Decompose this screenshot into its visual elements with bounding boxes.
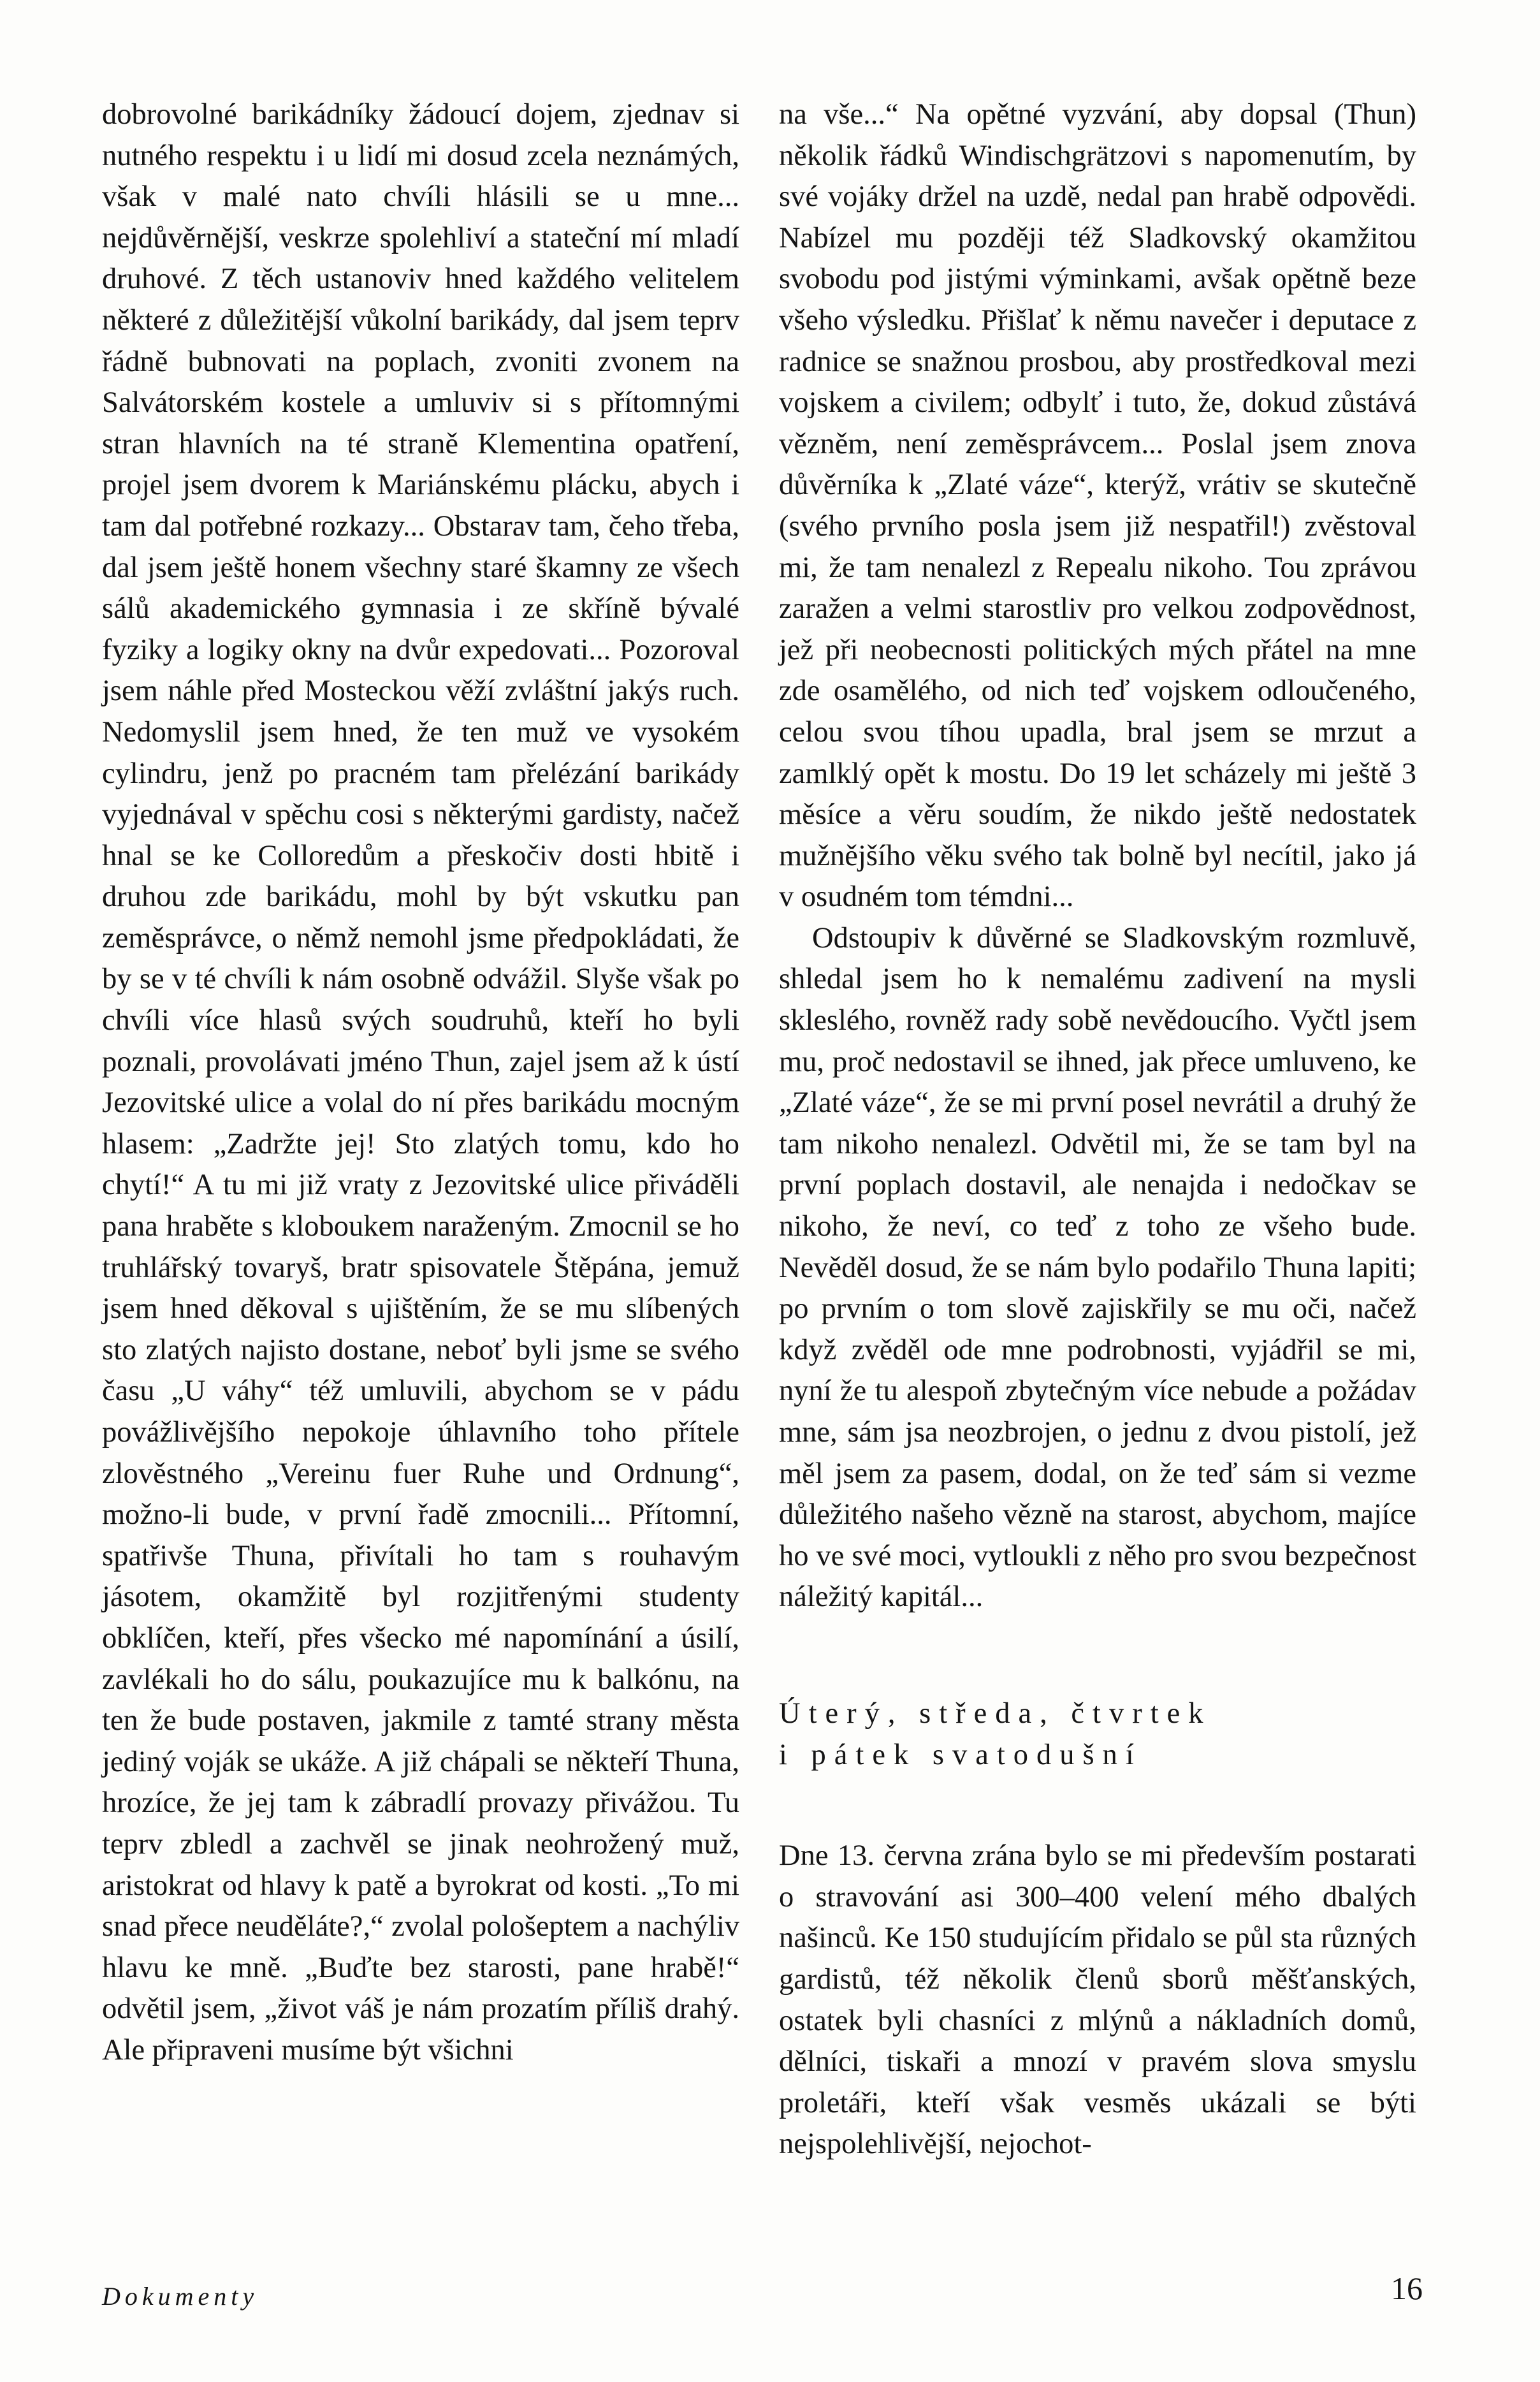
paragraph: na vše...“ Na opětné vyzvání, aby dopsal (Thun) několik řádků Windischgrätzovi s napomenutím, by své vojáky držel na uzdě, nedal pan hrabě odpovědi. Nabízel mu později též Sladkovský okamžitou svobodu pod jistými výminkami, avšak opětně beze všeho výsledku. Přišlať k němu navečer i deputace z radnice se snažnou prosbou, aby prostředkoval mezi vojskem a civilem; odbylť i tuto, že, dokud zůstává vězněm, není zeměsprávcem... Poslal jsem znova důvěrníka k „Zlaté váze“, kterýž, vrátiv se skutečně (svého prvního posla jsem již nespatřil!) zvěstoval mi, že tam nenalezl z Repealu nikoho. Tou zprávou zaražen a velmi starostliv pro velkou zodpovědnost, jež při neobecnosti politických mých přátel na mne zde osamělého, od nich teď vojskem odloučeného, celou svou tíhou upadla, bral jsem se mrzut a zamlklý opět k mostu. Do 19 let scházely mi ještě 3 měsíce a věru soudím, že nikdo ještě nedostatek mužnějšího věku svého tak bolně byl necítil, jako já v osudném tom témdni...: [779, 98, 1416, 914]
paragraph: dobrovolné barikádníky žádoucí dojem, zjednav si nutného respektu i u lidí mi dosud zcela neznámých, však v malé nato chvíli hlásili se u mne... nejdůvěrnější, veskrze spolehliví a stateční mí mladí druhové. Z těch ustanoviv hned každého velitelem některé z důležitější vůkolní barikády, dal jsem teprv řádně bubnovati na poplach, zvoniti zvonem na Salvátorském kostele a umluviv si s přítomnými stran hlavních na té straně Klementina opatření, projel jsem dvorem k Mariánskému plácku, abych i tam dal potřebné rozkazy... Obstarav tam, čeho třeba, dal jsem ještě honem všechny staré škamny ze všech sálů akademického gymnasia i ze skříně bývalé fyziky a logiky okny na dvůr expedovati... Pozoroval jsem náhle před Mosteckou věží zvláštní jakýs ruch. Nedomyslil jsem hned, že ten muž ve vysokém cylindru, jenž po pracném tam přelézání barikády vyjednával v spěchu cosi s některými gardisty, načež hnal se ke Colloredům a přeskočiv dosti hbitě i druhou zde barikádu, mohl by být vskutku pan zeměsprávce, o němž nemohl jsme předpokládati, že by se v té chvíli k nám osobně odvážil. Slyše však po chvíli více hlasů svých soudruhů, kteří ho byli poznali, provolávati jméno Thun, zajel jsem až k ústí Jezovitské ulice a volal do ní přes barikádu mocným hlasem: „Zadržte jej! Sto zlatých tomu, kdo ho chytí!“ A tu mi již vraty z Jezovitské ulice přiváděli pana hraběte s kloboukem naraženým. Zmocnil se ho truhlářský tovaryš, bratr spisovatele Štěpána, jemuž jsem hned děkoval s ujištěním, že se mu slíbených sto zlatých najisto dostane, neboť byli jsme se svého času „U váhy“ též umluvili, abychom se v pádu povážlivějšího nepokoje úhlavního toho přítele zlověstného „Vereinu fuer Ruhe und Ordnung“, možno-li bude, v první řadě zmocnili... Přítomní, spatřivše Thuna, přivítali ho tam s rouhavým jásotem, okamžitě byl rozjitřenými studenty obklíčen, kteří, přes všecko mé napomínání a úsilí, zavlékali ho do sálu, poukazujíce mu k balkónu, na ten že bude postaven, jakmile z tamté strany města jediný voják se ukáže. A již chápali se někteří Thuna, hrozíce, že jej tam k zábradlí provazy přivážou. Tu teprv zbledl a zachvěl se jinak neohrožený muž, aristokrat od hlavy k patě a byrokrat od kosti. „To mi snad přece neuděláte?,“ zvolal pološeptem a nachýliv hlavu ke mně. „Buďte bez starosti, pane hrabě!“ odvětil jsem, „život váš je nám prozatím příliš drahý. Ale připraveni musíme být všichni: [102, 98, 739, 2066]
section-heading-line: Úterý, středa, čtvrtek: [779, 1697, 1212, 1730]
right-column: [779, 94, 1416, 2165]
left-column: [102, 94, 739, 2071]
section-heading: [779, 1693, 1416, 1776]
paragraph: Dne 13. června zrána bylo se mi především postarati o stravování asi 300–400 velení mého dbalých našinců. Ke 150 studujícím přidalo se půl sta různých gardistů, též několik členů sborů měšťanských, ostatek byli chasníci z mlýnů a nákladních domů, dělníci, tiskaři a mnozí v pravém slova smyslu proletáři, kteří však vesměs ukázali se býti nejspolehlivější, nejochot-: [779, 1839, 1416, 2161]
running-footer: Dokumenty: [102, 2282, 259, 2311]
section-heading-line: i pátek svatodušní: [779, 1738, 1142, 1771]
paragraph: Odstoupiv k důvěrné se Sladkovským rozmluvě, shledal jsem ho k nemalému zadivení na mysli skleslého, rovněž rady sobě nevědoucího. Vyčtl jsem mu, proč nedostavil se ihned, jak přece umluveno, ke „Zlaté váze“, že se mi první posel nevrátil a druhý že tam nikoho nenalezl. Odvětil mi, že se tam byl na první poplach dostavil, ale nenajda i nedočkav se nikoho, že neví, co teď z toho ze všeho bude. Nevěděl dosud, že se nám bylo podařilo Thuna lapiti; po prvním o tom slově zajiskřily se mu oči, načež když zvěděl ode mne podrobnosti, vyjádřil se mi, nyní že tu alespoň zbytečným více nebude a požádav mne, sám jsa neozbrojen, o jednu z dvou pistolí, jež měl jsem za pasem, dodal, on že teď sám si vezme důležitého našeho vězně na starost, abychom, majíce ho ve své moci, vytloukli z něho pro svou bezpečnost náležitý kapitál...: [779, 921, 1416, 1614]
page-number: 16: [1391, 2270, 1423, 2306]
